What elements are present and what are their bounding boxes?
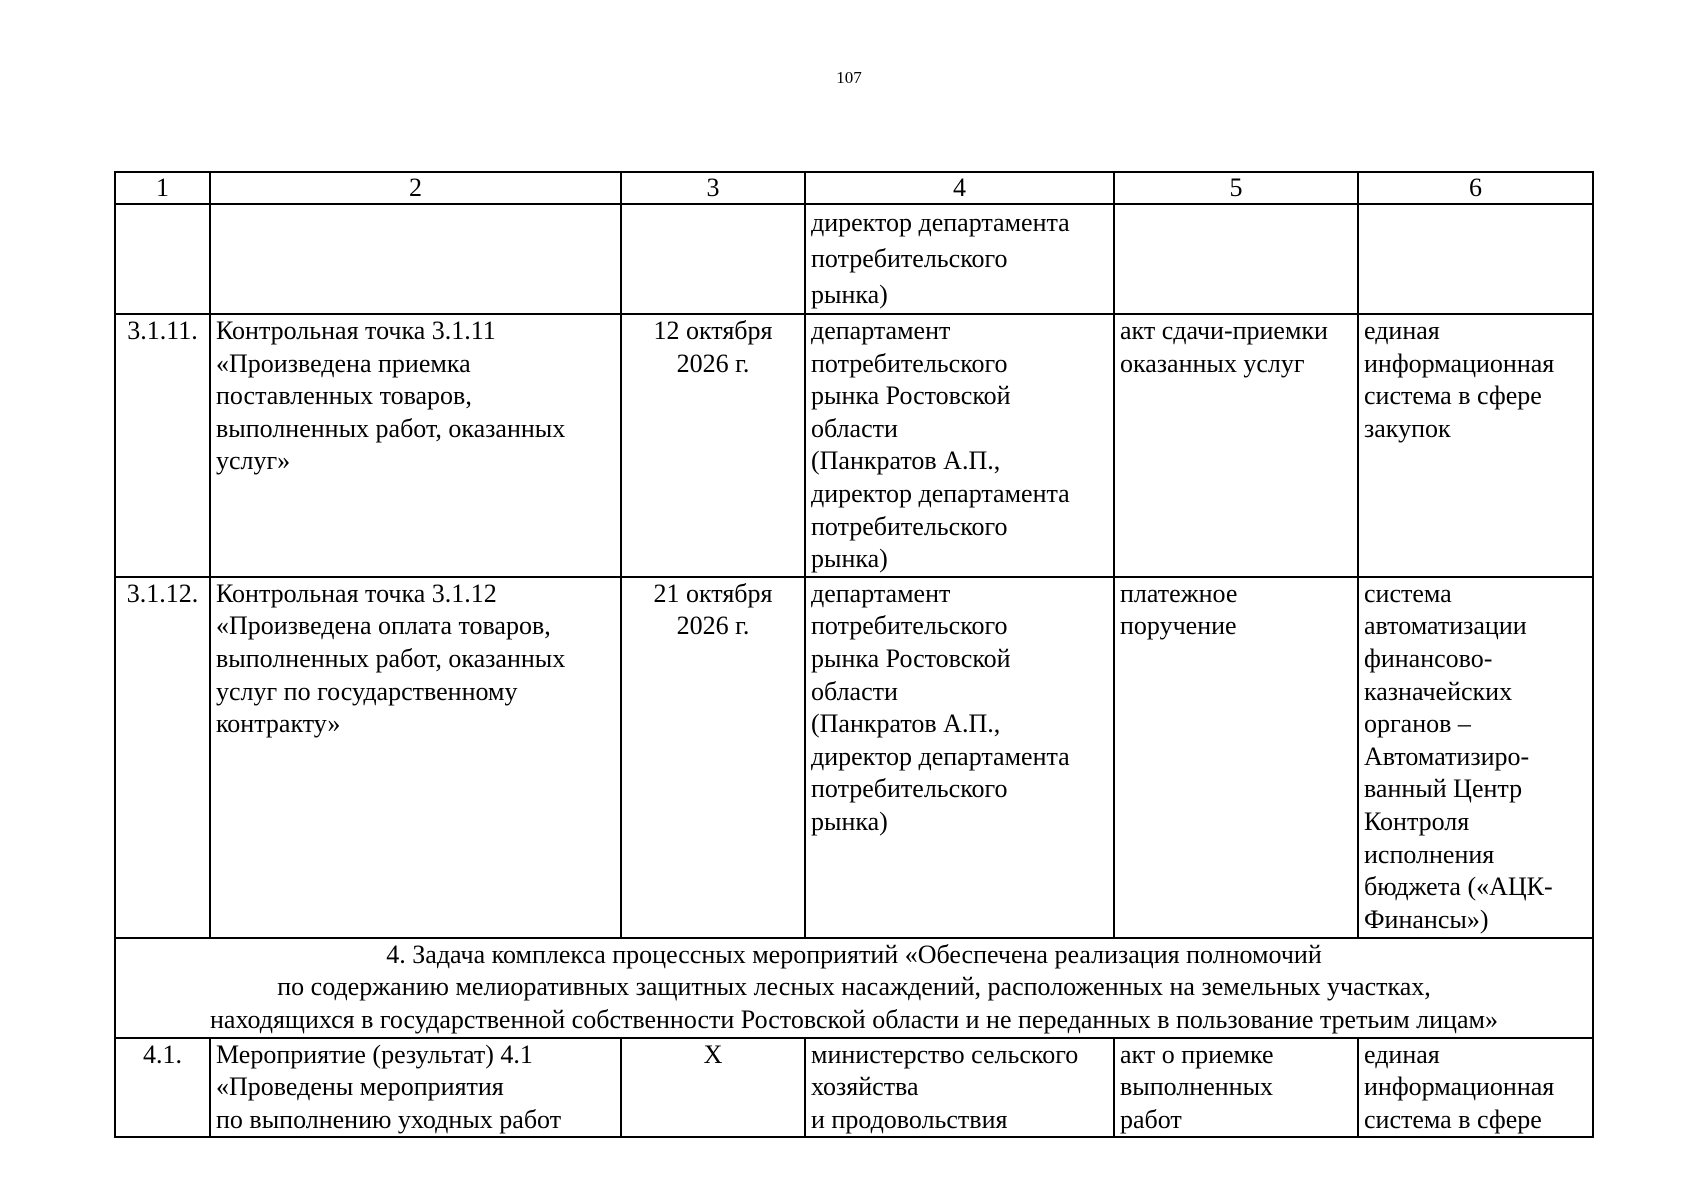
page-number: 107: [836, 68, 862, 87]
system-line: казначейских: [1364, 676, 1513, 706]
document-line: акт о приемке: [1120, 1039, 1274, 1069]
task-line: 4. Задача комплекса процессных мероприятий «Обеспечена реализация полномочий: [386, 939, 1322, 969]
system-line: финансово-: [1364, 643, 1493, 673]
row-system: [1358, 314, 1593, 577]
system-line: система: [1364, 578, 1452, 608]
header-col-5: 5: [1114, 172, 1358, 204]
responsible-line: министерство сельского: [811, 1039, 1079, 1069]
table-row: [115, 577, 1593, 938]
row-document: [1114, 577, 1358, 938]
responsible-line: потребительского: [811, 774, 1008, 804]
responsible-line: рынка): [811, 806, 888, 836]
system-line: бюджета («АЦК-: [1364, 872, 1553, 902]
responsible-line: потребительского: [811, 511, 1008, 541]
responsible-line: департамент: [811, 316, 951, 345]
system-line: Автоматизиро-: [1364, 741, 1530, 771]
system-line: единая: [1364, 316, 1440, 345]
system-line: Финансы»): [1364, 904, 1489, 934]
system-line: автоматизации: [1364, 611, 1527, 641]
responsible-line: потребительского: [811, 611, 1008, 641]
document-line: платежное: [1120, 578, 1238, 608]
responsible-line: директор департамента: [811, 741, 1070, 771]
row-name: [210, 1038, 621, 1138]
row-name: [210, 314, 621, 577]
responsible-line: (Панкратов А.П.,: [811, 446, 1001, 476]
header-row: [115, 172, 1593, 204]
name-line: Мероприятие (результат) 4.1: [216, 1039, 533, 1069]
header-col-4: 4: [805, 172, 1114, 204]
system-line: информационная: [1364, 348, 1555, 378]
responsible-line: хозяйства: [811, 1072, 919, 1102]
responsible-line: департамент: [811, 578, 951, 608]
row-name: [210, 204, 621, 314]
task-heading: [115, 938, 1593, 1038]
document-line: поручение: [1120, 611, 1237, 641]
responsible-line: рынка): [811, 544, 888, 574]
document-line: акт сдачи-приемки: [1120, 316, 1328, 345]
row-date: [621, 204, 805, 314]
responsible-line: рынка Ростовской: [811, 643, 1011, 673]
system-line: система в сфере: [1364, 381, 1542, 411]
name-line: Контрольная точка 3.1.12: [216, 578, 497, 608]
system-line: информационная: [1364, 1072, 1555, 1102]
system-line: исполнения: [1364, 839, 1495, 869]
responsible-line: области: [811, 676, 898, 706]
name-line: услуг по государственному: [216, 676, 518, 706]
system-line: единая: [1364, 1039, 1440, 1069]
row-responsible: [805, 314, 1114, 577]
row-number: [115, 204, 210, 314]
row-date: Х: [621, 1038, 805, 1138]
system-line: органов –: [1364, 709, 1471, 739]
name-line: «Произведена оплата товаров,: [216, 611, 551, 641]
system-line: закупок: [1364, 413, 1451, 443]
document-line: оказанных услуг: [1120, 348, 1305, 378]
name-line: Контрольная точка 3.1.11: [216, 316, 496, 345]
responsible-line: потребительского: [811, 348, 1008, 378]
responsible-line: рынка Ростовской: [811, 381, 1011, 411]
name-line: контракту»: [216, 709, 341, 739]
header-col-3: 3: [621, 172, 805, 204]
system-line: система в сфере: [1364, 1104, 1542, 1134]
system-line: ванный Центр: [1364, 774, 1523, 804]
row-system: [1358, 204, 1593, 314]
row-date: [621, 577, 805, 938]
system-line: Контроля: [1364, 806, 1470, 836]
document-line: выполненных: [1120, 1072, 1274, 1102]
plan-table: [114, 171, 1594, 1138]
row-number: 3.1.11.: [115, 314, 210, 577]
document-line: работ: [1120, 1104, 1182, 1134]
row-system: [1358, 1038, 1593, 1138]
row-responsible: [805, 577, 1114, 938]
row-responsible: [805, 204, 1114, 314]
responsible-line: области: [811, 413, 898, 443]
responsible-line: директор департамента: [811, 208, 1070, 237]
responsible-line: директор департамента: [811, 478, 1070, 508]
name-line: «Проведены мероприятия: [216, 1072, 504, 1102]
date-line: 12 октября: [653, 316, 773, 345]
responsible-line: (Панкратов А.П.,: [811, 709, 1001, 739]
header-col-1: 1: [115, 172, 210, 204]
name-line: поставленных товаров,: [216, 381, 472, 411]
task-line: по содержанию мелиоративных защитных лесных насаждений, расположенных на земельных участках,: [277, 972, 1431, 1002]
table-row: [115, 204, 1593, 314]
row-number: 4.1.: [115, 1038, 210, 1138]
task-row: [115, 938, 1593, 1038]
name-line: по выполнению уходных работ: [216, 1104, 562, 1134]
name-line: «Произведена приемка: [216, 348, 471, 378]
responsible-line: потребительского: [811, 244, 1008, 273]
row-document: [1114, 1038, 1358, 1138]
date-line: 2026 г.: [676, 611, 750, 641]
name-line: услуг»: [216, 446, 291, 476]
name-line: выполненных работ, оказанных: [216, 413, 566, 443]
row-system: [1358, 577, 1593, 938]
header-col-2: 2: [210, 172, 621, 204]
row-date: [621, 314, 805, 577]
table-row: [115, 314, 1593, 577]
row-document: [1114, 204, 1358, 314]
row-responsible: [805, 1038, 1114, 1138]
header-col-6: 6: [1358, 172, 1593, 204]
name-line: выполненных работ, оказанных: [216, 643, 566, 673]
task-line: находящихся в государственной собственности Ростовской области и не переданных в пользование третьим лицам»: [210, 1004, 1498, 1034]
row-name: [210, 577, 621, 938]
row-document: [1114, 314, 1358, 577]
responsible-line: и продовольствия: [811, 1104, 1008, 1134]
responsible-line: рынка): [811, 280, 888, 309]
row-number: 3.1.12.: [115, 577, 210, 938]
table-row: [115, 1038, 1593, 1138]
date-line: 2026 г.: [676, 348, 750, 378]
date-line: 21 октября: [653, 578, 773, 608]
